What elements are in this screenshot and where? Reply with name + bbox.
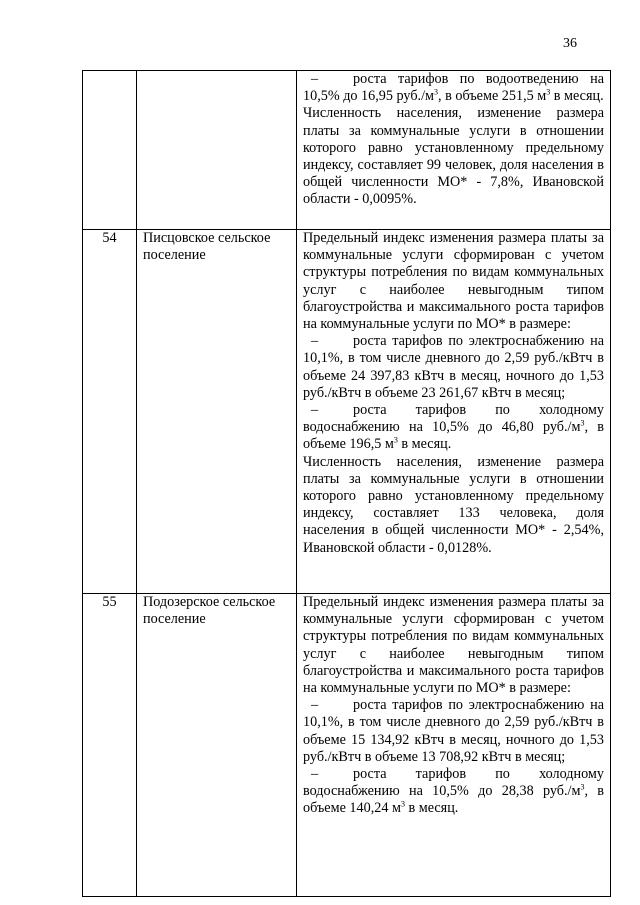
paragraph-text: в месяц. — [397, 436, 452, 453]
dash-marker: – — [311, 697, 319, 714]
dash-marker: – — [311, 402, 319, 419]
settlement-name — [137, 71, 297, 230]
table-row — [83, 71, 611, 230]
superscript: 3 — [546, 87, 551, 97]
page-number: 36 — [563, 36, 577, 51]
table-row — [83, 230, 611, 594]
row-number: 55 — [83, 594, 137, 897]
dash-marker: – — [311, 71, 319, 87]
paragraph-text: роста тарифов по электроснабжению на 10,1%, в том числе дневного до 2,59 руб./кВтч в объеме 24 397,83 кВтч в месяц, ночного до 1,53 руб./кВтч в объеме 23 261,67 кВтч в месяц; — [303, 333, 604, 401]
paragraph-text: , в объеме 196,5 м — [303, 419, 604, 453]
row-description — [297, 71, 611, 230]
dash-paragraph — [303, 402, 604, 454]
dash-paragraph — [303, 766, 604, 818]
superscript: 3 — [434, 87, 439, 97]
dash-paragraph — [303, 71, 604, 105]
paragraph-text: роста тарифов по водоотведению на 10,5% до 16,95 руб./м — [303, 71, 604, 105]
paragraph: Численность населения, изменение размера платы за коммунальные услуги в отношении которого равно установленному предельному индексу, составляет 99 человек, доля населения в общей численности МО* - 7,8%, Ивановской области - 0,0095%. — [303, 105, 604, 208]
dash-paragraph — [303, 697, 604, 766]
row-description — [297, 594, 611, 897]
superscript: 3 — [393, 435, 398, 445]
dash-marker: – — [311, 766, 319, 783]
paragraph-text: роста тарифов по электроснабжению на 10,1%, в том числе дневного до 2,59 руб./кВтч в объеме 15 134,92 кВтч в месяц, ночного до 1,53 руб./кВтч в объеме 13 708,92 кВтч в месяц; — [303, 697, 604, 765]
row-number — [83, 71, 137, 230]
row-description — [297, 230, 611, 594]
dash-marker: – — [311, 333, 319, 350]
paragraph-text: роста тарифов по холодному водоснабжению на 10,5% до 28,38 руб./м — [303, 766, 604, 800]
paragraph-text: в месяц. — [550, 88, 604, 105]
paragraph-text: роста тарифов по холодному водоснабжению на 10,5% до 46,80 руб./м — [303, 402, 604, 436]
tariff-table — [82, 70, 611, 897]
table-row — [83, 594, 611, 897]
paragraph-text: в месяц. — [404, 800, 459, 817]
superscript: 3 — [580, 418, 585, 428]
paragraph-text: , в объеме 251,5 м — [438, 88, 547, 105]
settlement-name: Писцовское сельское поселение — [137, 230, 297, 594]
paragraph: Предельный индекс изменения размера платы за коммунальные услуги сформирован с учетом структуры потребления по видам коммунальных услуг с наиболее невыгодным типом благоустройства и максимального роста тарифов на коммунальные услуги по МО* в размере: — [303, 594, 604, 697]
paragraph-text: , в объеме 140,24 м — [303, 783, 604, 817]
row-number: 54 — [83, 230, 137, 594]
dash-paragraph — [303, 333, 604, 402]
paragraph: Численность населения, изменение размера платы за коммунальные услуги в отношении которого равно установленному предельному индексу, составляет 133 человека, доля населения в общей численности МО* - 2,54%, Ивановской области - 0,0128%. — [303, 453, 604, 556]
superscript: 3 — [400, 799, 405, 809]
settlement-name: Подозерское сельское поселение — [137, 594, 297, 897]
paragraph: Предельный индекс изменения размера платы за коммунальные услуги сформирован с учетом структуры потребления по видам коммунальных услуг с наиболее невыгодным типом благоустройства и максимального роста тарифов на коммунальные услуги по МО* в размере: — [303, 230, 604, 333]
superscript: 3 — [580, 782, 585, 792]
